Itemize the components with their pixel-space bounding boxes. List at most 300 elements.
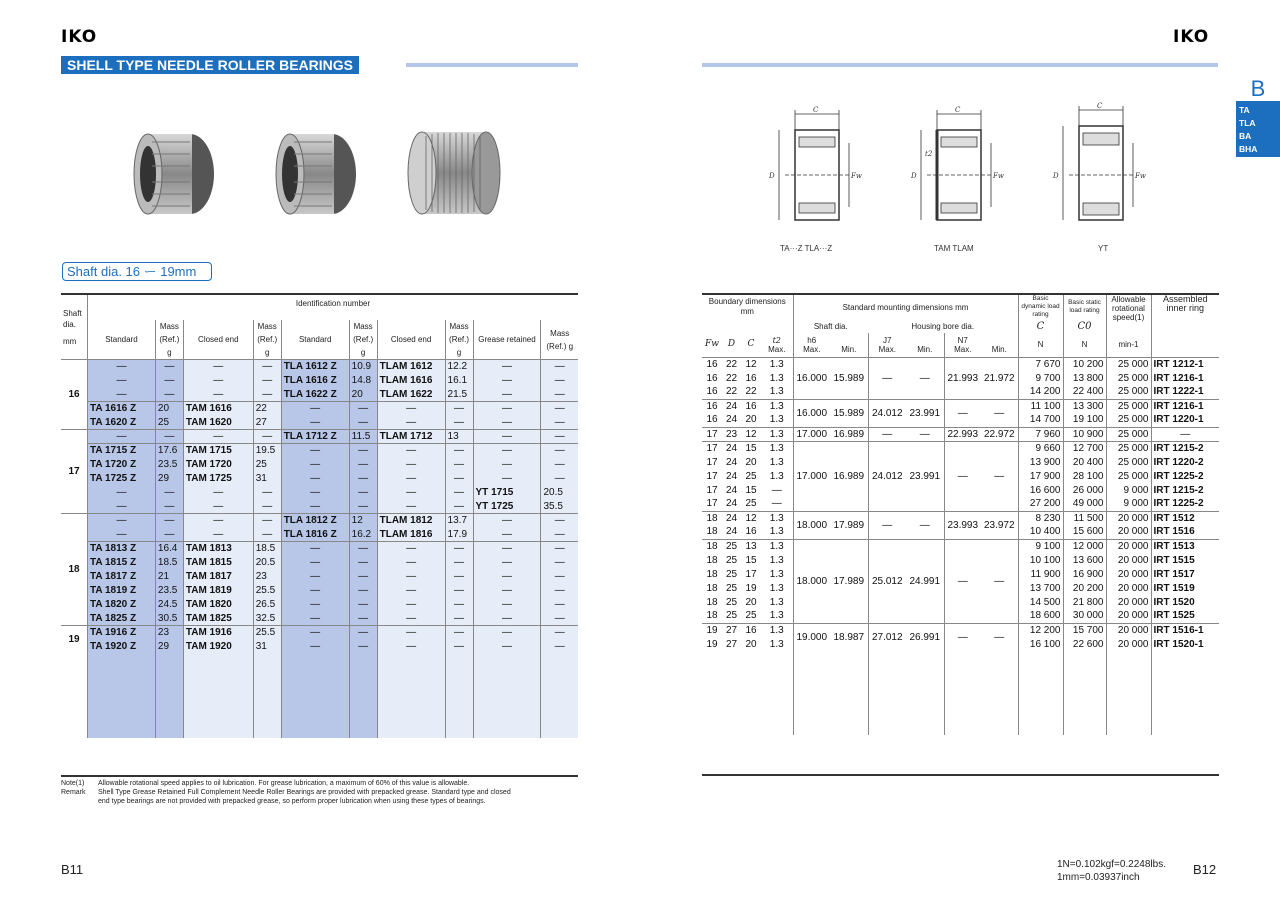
cell-dim-3: 12 (741, 511, 761, 525)
cell-c10: — (541, 472, 578, 486)
cell-c8: — (445, 486, 473, 500)
cell-dim-4: 1.3 (769, 568, 784, 580)
cell-c4: 20.5 (253, 556, 281, 570)
table-row (61, 458, 578, 472)
cell-rating-3: 25 000 (1106, 441, 1151, 455)
dim-fw-2: Fw (993, 172, 1004, 180)
cell-dim-2: 23 (722, 427, 741, 441)
cell-dim-2: 27 (725, 638, 738, 650)
cell-rating-2: 49 000 (1063, 497, 1106, 511)
cell-dim-4: — (771, 498, 782, 510)
shaft-dia-cell: 19 (61, 626, 88, 654)
dim-t2: t2 (925, 150, 933, 158)
hdr-fw: Fw (705, 339, 719, 350)
cell-c4: — (253, 374, 281, 388)
cell-rating-4: IRT 1516-1 (1151, 623, 1219, 637)
table-row (61, 542, 578, 556)
cell-dim-4: 1.3 (769, 414, 784, 426)
cell-mount-1: 18.000 (793, 539, 830, 623)
cell-rating-1: 18 600 (1018, 609, 1063, 623)
cell-c1: TA 1813 Z (88, 542, 156, 556)
hdr-c: C (747, 339, 755, 350)
cell-c7: — (377, 556, 445, 570)
cell-rating-4: IRT 1520-1 (1151, 637, 1219, 651)
cell-dim-2: 24 (725, 456, 738, 468)
cell-rating-1: 9 700 (1018, 371, 1063, 385)
cell-c2: — (155, 514, 183, 528)
cell-c7: TLAM 1712 (377, 430, 445, 444)
cell-c2: 30.5 (155, 612, 183, 626)
cell-dim-4: — (771, 484, 782, 496)
cell-c6: — (349, 626, 377, 640)
cell-mount-3: — (868, 357, 906, 399)
cell-dim-2: 22 (725, 372, 738, 384)
cell-c3: — (183, 388, 253, 402)
cell-rating-2: 22 400 (1063, 385, 1106, 399)
cell-dim-3: 15 (745, 484, 757, 496)
side-tab-ta[interactable]: TA (1239, 105, 1250, 115)
cell-dim-1: 16 (702, 399, 722, 413)
cell-c3: TAM 1916 (183, 626, 253, 640)
cell-mount-5: — (944, 441, 981, 511)
cell-c8: — (445, 570, 473, 584)
cell-c9: — (473, 598, 541, 612)
cell-rating-2: 11 500 (1063, 511, 1106, 525)
cell-c2: 29 (155, 472, 183, 486)
side-tab-bha[interactable]: BHA (1239, 144, 1258, 154)
header-rule-right (702, 63, 1218, 67)
cell-dim-3: 12 (741, 357, 761, 371)
cell-rating-2: 30 000 (1063, 609, 1106, 623)
remark-text-2: end type bearings are not provided with prepacked grease, so perform proper lubrication when using these types of bearings. (98, 798, 486, 805)
cell-c6: 14.8 (349, 374, 377, 388)
hdr-t2: t2 (772, 335, 781, 345)
cell-dim-4: 1.3 (761, 623, 793, 637)
cell-c9: — (473, 430, 541, 444)
cell-c2: 23 (155, 626, 183, 640)
right-table-bottom-rule (702, 774, 1219, 776)
cell-mount-2: 16.989 (830, 427, 868, 441)
cell-dim-2: 24 (722, 399, 741, 413)
cell-c7: — (377, 626, 445, 640)
cell-c9: — (473, 416, 541, 430)
page-number-left: B11 (61, 862, 84, 877)
page-title: SHELL TYPE NEEDLE ROLLER BEARINGS (61, 56, 359, 74)
hdr-inner: Assembled inner ring (1151, 294, 1219, 333)
cell-c8: 17.9 (445, 528, 473, 542)
cell-c10: — (541, 360, 578, 374)
cell-mount-4: 23.991 (906, 399, 944, 427)
cell-c3: TAM 1720 (183, 458, 253, 472)
cell-dim-2: 24 (725, 470, 738, 482)
hdr-n7-max: Max. (954, 344, 972, 354)
cell-c6: — (349, 556, 377, 570)
cell-c4: — (253, 528, 281, 542)
cell-dim-2: 25 (725, 568, 738, 580)
conversion-force: 1N=0.102kgf=0.2248lbs. (1057, 859, 1166, 870)
cell-dim-2: 25 (725, 596, 738, 608)
cell-mount-6: 23.972 (981, 511, 1018, 539)
cell-c3: — (183, 514, 253, 528)
diagram-label-yt: YT (1098, 244, 1109, 253)
cell-c9: — (473, 640, 541, 654)
cell-mount-1: 17.000 (793, 441, 830, 511)
cell-c1: TA 1825 Z (88, 612, 156, 626)
cell-c8: — (445, 500, 473, 514)
cell-mount-3: 24.012 (868, 441, 906, 511)
cell-rating-3: 20 000 (1106, 609, 1151, 623)
cell-c4: 22 (253, 402, 281, 416)
cell-rating-1: 17 900 (1018, 469, 1063, 483)
table-row (702, 441, 1219, 455)
dim-fw-1: Fw (851, 172, 862, 180)
cell-c7: — (377, 640, 445, 654)
cell-rating-3: 25 000 (1106, 371, 1151, 385)
shaft-dia-cell: 18 (61, 514, 88, 626)
cell-rating-4: IRT 1517 (1151, 567, 1219, 581)
cell-rating-2: 26 000 (1063, 483, 1106, 497)
cell-dim-1: 16 (702, 357, 722, 371)
cell-c10: — (541, 598, 578, 612)
side-tab-list (1236, 101, 1280, 157)
table-row (61, 584, 578, 598)
cell-c3: TAM 1725 (183, 472, 253, 486)
cell-mount-5: 22.993 (944, 427, 981, 441)
cell-c10: — (541, 416, 578, 430)
cell-rating-3: 20 000 (1106, 539, 1151, 553)
cell-c2: — (155, 528, 183, 542)
bearing-photo-ta (134, 134, 214, 214)
hdr-dyn: Basic dynamic load rating (1018, 294, 1063, 319)
remark-text-1: Shell Type Grease Retained Full Complement Needle Roller Bearings are provided with prepacked grease. Standard type and closed (98, 789, 511, 796)
cell-c4: — (253, 486, 281, 500)
cell-mount-3: 27.012 (868, 623, 906, 651)
cell-c2: 18.5 (155, 556, 183, 570)
table-row (702, 511, 1219, 525)
cell-rating-4: IRT 1516 (1151, 525, 1219, 539)
cell-c5: TLA 1616 Z (281, 374, 349, 388)
table-row (61, 612, 578, 626)
cell-c5: TLA 1712 Z (281, 430, 349, 444)
cell-mount-1: 16.000 (793, 357, 830, 399)
cross-section-diagrams (765, 100, 1165, 230)
hdr-shaft: Shaft dia. (63, 308, 82, 329)
cell-c5: — (281, 556, 349, 570)
cell-c9: — (473, 374, 541, 388)
cell-rating-2: 21 800 (1063, 595, 1106, 609)
hdr-col-3: Closed end (183, 320, 253, 360)
table-row (702, 357, 1219, 371)
cell-c10: — (541, 584, 578, 598)
cell-dim-4: 1.3 (761, 511, 793, 525)
cell-c10: — (541, 430, 578, 444)
cell-c10: — (541, 626, 578, 640)
cell-dim-4: 1.3 (769, 582, 784, 594)
cell-mount-3: 24.012 (868, 399, 906, 427)
cell-dim-1: 19 (706, 638, 718, 650)
cell-mount-4: 23.991 (906, 441, 944, 511)
cell-mount-3: 25.012 (868, 539, 906, 623)
cell-c8: — (445, 542, 473, 556)
cell-rating-3: 20 000 (1106, 567, 1151, 581)
cell-dim-1: 18 (702, 539, 722, 553)
cell-dim-1: 18 (706, 596, 718, 608)
cell-dim-3: 12 (741, 427, 761, 441)
cell-dim-1: 18 (706, 610, 718, 622)
cell-mount-6: — (981, 539, 1018, 623)
hdr-j7-max: Max. (878, 344, 896, 354)
cell-c10: — (541, 514, 578, 528)
cell-c6: — (349, 472, 377, 486)
shaft-range-badge: Shaft dia. 16 ー 19mm (62, 262, 212, 281)
hdr-n7-min: Min. (991, 344, 1007, 354)
cell-c9: — (473, 570, 541, 584)
cell-rating-4: IRT 1222-1 (1151, 385, 1219, 399)
cell-dim-1: 17 (706, 498, 718, 510)
cell-c8: 16.1 (445, 374, 473, 388)
cell-c6: — (349, 584, 377, 598)
cell-c9: — (473, 472, 541, 486)
table-row (61, 402, 578, 416)
cell-c5: TLA 1612 Z (281, 360, 349, 374)
cell-rating-3: 9 000 (1106, 497, 1151, 511)
hdr-col-9: Grease retained (473, 320, 541, 360)
cell-rating-4: IRT 1225-2 (1151, 469, 1219, 483)
table-row (61, 388, 578, 402)
hdr-boundary: Boundary dimensions (708, 297, 786, 306)
diagram-label-ta: TA···Z TLA···Z (780, 244, 833, 253)
cell-mount-6: — (981, 623, 1018, 651)
hdr-housing: Housing bore dia. (911, 321, 975, 331)
cell-c6: — (349, 444, 377, 458)
cell-rating-2: 12 700 (1063, 441, 1106, 455)
cell-c10: 35.5 (541, 500, 578, 514)
cell-c8: — (445, 556, 473, 570)
cell-rating-2: 10 900 (1063, 427, 1106, 441)
cell-c10: — (541, 640, 578, 654)
cell-c8: — (445, 458, 473, 472)
cell-c6: — (349, 402, 377, 416)
identification-table (61, 293, 578, 738)
cell-dim-3: 16 (741, 399, 761, 413)
table-row (702, 623, 1219, 637)
cell-dim-4: 1.3 (761, 427, 793, 441)
hdr-j7: J7 (883, 335, 892, 345)
cell-c5: — (281, 612, 349, 626)
cell-rating-4: — (1151, 427, 1219, 441)
cell-rating-4: IRT 1220-2 (1151, 455, 1219, 469)
cell-rating-1: 9 660 (1018, 441, 1063, 455)
bearing-photo-tam (276, 134, 356, 214)
cell-c1: TA 1620 Z (88, 416, 156, 430)
hdr-unit-n-1: N (1018, 333, 1063, 357)
cell-dim-4: 1.3 (761, 441, 793, 455)
hdr-h6: h6 (807, 335, 817, 345)
cell-c2: 20 (155, 402, 183, 416)
cell-c3: — (183, 374, 253, 388)
table-row (61, 444, 578, 458)
cell-mount-1: 18.000 (793, 511, 830, 539)
cell-dim-2: 24 (725, 526, 738, 538)
title-rule (406, 63, 578, 67)
cell-rating-2: 20 200 (1063, 581, 1106, 595)
cell-dim-2: 24 (722, 511, 741, 525)
cell-c8: 21.5 (445, 388, 473, 402)
cell-mount-2: 15.989 (830, 399, 868, 427)
cell-dim-2: 24 (725, 414, 738, 426)
cell-c8: — (445, 640, 473, 654)
cell-c1: — (88, 430, 156, 444)
cell-c8: — (445, 444, 473, 458)
cell-mount-4: 26.991 (906, 623, 944, 651)
cell-c10: 20.5 (541, 486, 578, 500)
cell-c6: 10.9 (349, 360, 377, 374)
cell-c7: — (377, 598, 445, 612)
hdr-boundary-mm: mm (740, 307, 754, 316)
cell-c5: — (281, 402, 349, 416)
cell-c10: — (541, 444, 578, 458)
filler-row (61, 724, 578, 738)
cell-c4: — (253, 430, 281, 444)
cell-c3: TAM 1815 (183, 556, 253, 570)
cell-rating-3: 20 000 (1106, 637, 1151, 651)
cell-c5: — (281, 626, 349, 640)
cell-c2: 17.6 (155, 444, 183, 458)
cell-c5: — (281, 472, 349, 486)
cell-c2: 25 (155, 416, 183, 430)
cell-mount-2: 18.987 (830, 623, 868, 651)
bearing-photo-yt (408, 132, 500, 214)
filler-row (61, 682, 578, 696)
cell-rating-1: 27 200 (1018, 497, 1063, 511)
cell-dim-3: 17 (745, 568, 757, 580)
cell-c4: 31 (253, 472, 281, 486)
cell-rating-2: 13 800 (1063, 371, 1106, 385)
cell-rating-2: 22 600 (1063, 637, 1106, 651)
filler-row (61, 668, 578, 682)
table-row (61, 374, 578, 388)
table-row (61, 486, 578, 500)
cell-dim-1: 17 (706, 456, 718, 468)
cell-rating-3: 20 000 (1106, 553, 1151, 567)
cell-mount-5: 23.993 (944, 511, 981, 539)
cell-c1: — (88, 500, 156, 514)
cell-mount-4: — (906, 427, 944, 441)
cell-rating-3: 20 000 (1106, 581, 1151, 595)
cell-c9: — (473, 556, 541, 570)
cell-c2: — (155, 500, 183, 514)
cell-c8: — (445, 472, 473, 486)
cell-rating-3: 20 000 (1106, 623, 1151, 637)
cell-rating-3: 25 000 (1106, 427, 1151, 441)
cell-c1: TA 1920 Z (88, 640, 156, 654)
cell-c10: — (541, 570, 578, 584)
cell-c1: TA 1819 Z (88, 584, 156, 598)
cell-dim-3: 16 (745, 372, 757, 384)
side-tab-ba[interactable]: BA (1239, 131, 1252, 141)
cell-c3: TAM 1820 (183, 598, 253, 612)
cell-mount-6: 21.972 (981, 357, 1018, 399)
cell-mount-2: 17.989 (830, 539, 868, 623)
dim-c-1: C (813, 106, 819, 114)
cell-mount-6: — (981, 399, 1018, 427)
hdr-ident: Identification number (88, 294, 579, 312)
cell-rating-2: 15 700 (1063, 623, 1106, 637)
cell-c6: — (349, 458, 377, 472)
hdr-t2-max: Max. (768, 344, 786, 354)
cell-rating-2: 28 100 (1063, 469, 1106, 483)
diagram-ta-tla (779, 110, 849, 220)
cell-rating-1: 13 900 (1018, 455, 1063, 469)
cell-dim-1: 16 (706, 414, 718, 426)
filler-row (702, 651, 1219, 665)
cell-c8: — (445, 416, 473, 430)
cell-dim-2: 25 (725, 610, 738, 622)
cell-rating-4: IRT 1525 (1151, 609, 1219, 623)
cell-c4: — (253, 388, 281, 402)
cell-mount-1: 19.000 (793, 623, 830, 651)
cell-rating-1: 14 700 (1018, 413, 1063, 427)
filler-row (702, 721, 1219, 735)
cell-rating-2: 13 600 (1063, 553, 1106, 567)
hdr-col-2: Mass (Ref.) g (155, 320, 183, 360)
cell-dim-3: 19 (745, 582, 757, 594)
cell-c9: YT 1725 (473, 500, 541, 514)
hdr-col-5: Standard (281, 320, 349, 360)
cell-c10: — (541, 458, 578, 472)
cell-c2: — (155, 486, 183, 500)
side-tab-tla[interactable]: TLA (1239, 118, 1256, 128)
hdr-unit-rpm: min-1 (1106, 333, 1151, 357)
cell-c2: 24.5 (155, 598, 183, 612)
table-row (61, 528, 578, 542)
cell-c9: — (473, 388, 541, 402)
cell-c9: — (473, 360, 541, 374)
cell-c6: 11.5 (349, 430, 377, 444)
cell-rating-4: IRT 1519 (1151, 581, 1219, 595)
cell-dim-4: 1.3 (761, 539, 793, 553)
table-row (61, 500, 578, 514)
cell-c4: — (253, 360, 281, 374)
cell-c1: — (88, 528, 156, 542)
cell-dim-2: 22 (725, 386, 738, 398)
cell-rating-2: 20 400 (1063, 455, 1106, 469)
cell-c8: — (445, 612, 473, 626)
cell-rating-1: 9 100 (1018, 539, 1063, 553)
cell-c3: — (183, 486, 253, 500)
cell-rating-1: 16 600 (1018, 483, 1063, 497)
cell-c10: — (541, 374, 578, 388)
cell-c7: TLAM 1622 (377, 388, 445, 402)
cell-c6: 20 (349, 388, 377, 402)
cell-c5: — (281, 640, 349, 654)
table-row (61, 416, 578, 430)
cell-dim-4: 1.3 (769, 372, 784, 384)
cell-rating-1: 16 100 (1018, 637, 1063, 651)
cell-mount-4: 24.991 (906, 539, 944, 623)
hdr-mounting: Standard mounting dimensions mm (793, 294, 1018, 319)
cell-dim-4: 1.3 (769, 456, 784, 468)
cell-c4: 27 (253, 416, 281, 430)
cell-rating-2: 13 300 (1063, 399, 1106, 413)
left-table-bottom-rule (61, 775, 578, 777)
cell-dim-2: 25 (725, 554, 738, 566)
cell-rating-1: 11 900 (1018, 567, 1063, 581)
cell-c6: — (349, 416, 377, 430)
cell-dim-4: 1.3 (769, 526, 784, 538)
hdr-col-1: Standard (88, 320, 156, 360)
filler-row (61, 710, 578, 724)
